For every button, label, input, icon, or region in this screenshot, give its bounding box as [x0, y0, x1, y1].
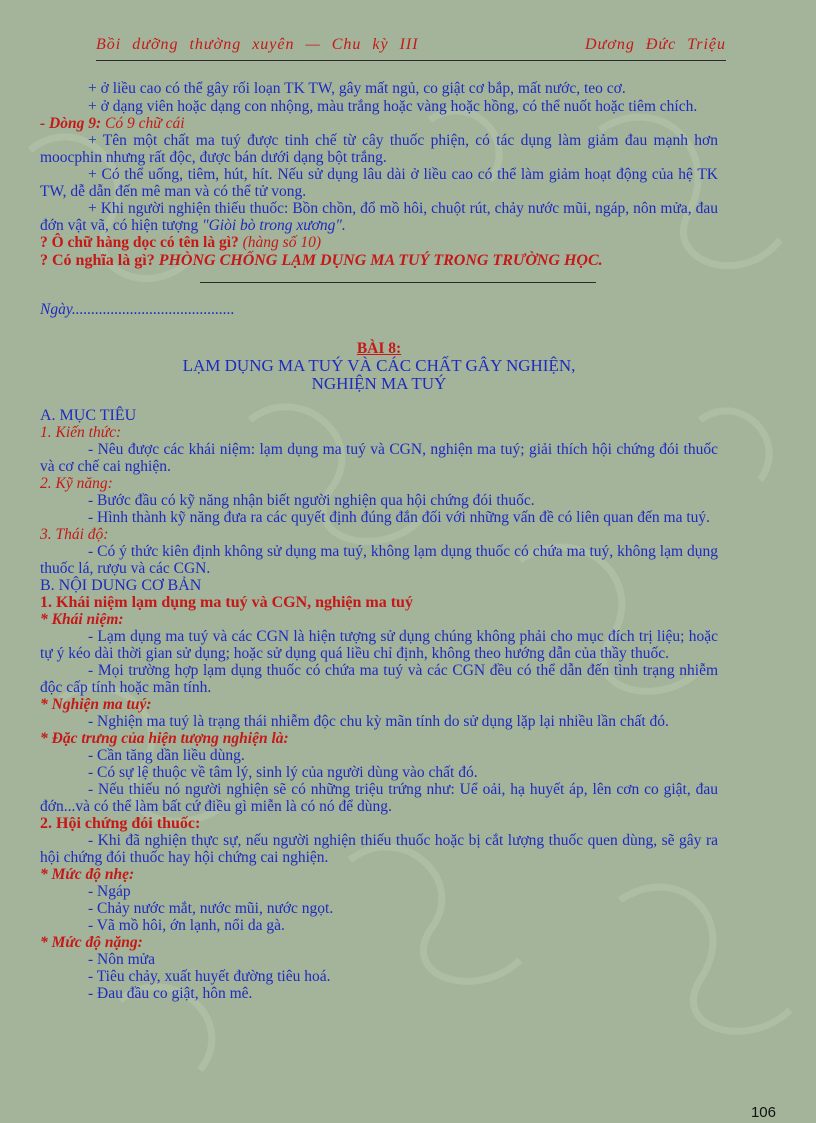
paragraph: + Tên một chất ma tuý được tinh chế từ cây thuốc phiện, có tác dụng làm giảm đau mạnh hơn moocphin nhưng rất độc, được bán dưới dạng bột trắng.	[40, 132, 718, 166]
paragraph: - Nêu được các khái niệm: lạm dụng ma tuý và CGN, nghiện ma tuý; giải thích hội chứng đói thuốc và cơ chế cai nghiện.	[40, 441, 718, 475]
paragraph	[40, 200, 718, 234]
document-body	[40, 80, 718, 1002]
paragraph: - Mọi trường hợp lạm dụng thuốc có chứa ma tuý và các CGN đều có thể dẫn đến tình trạng nhiễm độc cấp tính hoặc mãn tính.	[40, 662, 718, 696]
mild-label: * Mức độ nhẹ:	[40, 866, 135, 883]
question-2	[40, 251, 718, 270]
paragraph: - Khi đã nghiện thực sự, nếu người nghiện thiếu thuốc hoặc bị cắt lượng thuốc quen dùng, sẽ gây ra hội chứng đói thuốc hay hội chứng cai nghiện.	[40, 832, 718, 866]
concept-label: * Khái niệm:	[40, 611, 124, 628]
list-item: - Ngáp	[88, 883, 131, 900]
paragraph: - Bước đầu có kỹ năng nhận biết người nghiện qua hội chứng đói thuốc.	[88, 492, 535, 509]
severe-label: * Mức độ nặng:	[40, 934, 143, 951]
row9-hint: Có 9 chữ cái	[105, 115, 185, 132]
section-a-heading: A. MỤC TIÊU	[40, 407, 137, 424]
list-item: - Chảy nước mắt, nước mũi, nước ngọt.	[88, 900, 334, 917]
list-item: - Vã mồ hôi, ớn lạnh, nổi da gà.	[88, 917, 285, 934]
question-2-answer: PHÒNG CHỐNG LẠM DỤNG MA TUÝ TRONG TRƯỜNG HỌC.	[158, 252, 603, 269]
paragraph: - Lạm dụng ma tuý và các CGN là hiện tượng sử dụng chúng không phải cho mục đích trị liệu; hoặc tự ý kéo dài thời gian sử dụng; hoặc sử dụng quá liều chỉ định, không theo hướng dẫn của thầy thuốc.	[40, 628, 718, 662]
list-item: - Có sự lệ thuộc về tâm lý, sinh lý của người dùng vào chất đó.	[88, 764, 478, 781]
section-separator	[200, 282, 596, 283]
question-2-text: ? Có nghĩa là gì?	[40, 252, 155, 269]
lesson-title-line1: LẠM DỤNG MA TUÝ VÀ CÁC CHẤT GÂY NGHIỆN,	[182, 356, 576, 375]
quote-text: "Giòi bò trong xương".	[202, 217, 346, 234]
paragraph: - Có ý thức kiên định không sử dụng ma tuý, không lạm dụng thuốc có chứa ma tuý, không lạm dụng thuốc lá, rượu và các CGN.	[40, 543, 718, 577]
lesson-title-line2: NGHIỆN MA TUÝ	[311, 374, 447, 393]
paragraph: - Hình thành kỹ năng đưa ra các quyết định đúng đắn đối với những vấn đề có liên quan đến ma tuý.	[88, 509, 711, 526]
paragraph: - Nghiện ma tuý là trạng thái nhiễm độc chu kỳ mãn tính do sử dụng lặp lại nhiều lần chất đó.	[88, 713, 669, 730]
list-item: - Cần tăng dần liều dùng.	[88, 747, 245, 764]
paragraph: + ở liều cao có thể gây rối loạn TK TW, gây mất ngủ, co giật cơ bắp, mất nước, teo cơ.	[88, 80, 626, 97]
header-author: Dương Đức Triệu	[585, 36, 726, 53]
paragraph: + ở dạng viên hoặc dạng con nhộng, màu trắng hoặc vàng hoặc hồng, có thể nuốt hoặc tiêm chích.	[88, 98, 698, 115]
page-number: 106	[750, 1104, 776, 1121]
question-1-text: ? Ô chữ hàng dọc có tên là gì?	[40, 234, 239, 251]
section-b-heading: B. NỘI DUNG CƠ BẢN	[40, 577, 202, 594]
date-line: Ngày..........................................	[40, 301, 235, 318]
attitude-label: 3. Thái độ:	[40, 526, 109, 543]
knowledge-label: 1. Kiến thức:	[40, 424, 122, 441]
paragraph: - Nếu thiếu nó người nghiện sẽ có những triệu trứng như: Uể oải, hạ huyết áp, lên cơn co giật, đau đớn...và có thể làm bất cứ điều gì miễn là có nó để dùng.	[40, 781, 718, 815]
list-item: - Đau đầu co giật, hôn mê.	[88, 985, 253, 1002]
header-course-title: Bồi dưỡng thường xuyên — Chu kỳ III	[96, 36, 419, 53]
subsection-2-heading: 2. Hội chứng đói thuốc:	[40, 815, 201, 832]
list-item: - Nôn mửa	[88, 951, 155, 968]
paragraph-text: + Khi người nghiện thiếu thuốc: Bồn chồn, đổ mồ hôi, chuột rút, chảy nước mũi, ngáp, nôn mửa, đau đớn vật vã, có hiện tượng	[40, 200, 718, 234]
skills-label: 2. Kỹ năng:	[40, 475, 113, 492]
lesson-number: BÀI 8:	[356, 340, 402, 357]
features-label: * Đặc trưng của hiện tượng nghiện là:	[40, 730, 289, 747]
paragraph: + Có thể uống, tiêm, hút, hít. Nếu sử dụng lâu dài ở liều cao có thể làm giảm hoạt động của hệ TK TW, dễ dẫn đến mê man và có thể tử vong.	[40, 166, 718, 200]
row9-label: - Dòng 9:	[40, 115, 102, 132]
row9-heading	[40, 115, 718, 132]
page-header	[96, 32, 726, 61]
list-item: - Tiêu chảy, xuất huyết đường tiêu hoá.	[88, 968, 331, 985]
subsection-1-heading: 1. Khái niệm lạm dụng ma tuý và CGN, nghiện ma tuý	[40, 594, 413, 611]
question-1	[40, 234, 718, 251]
question-1-hint: (hàng số 10)	[242, 234, 321, 251]
addiction-label: * Nghiện ma tuý:	[40, 696, 152, 713]
